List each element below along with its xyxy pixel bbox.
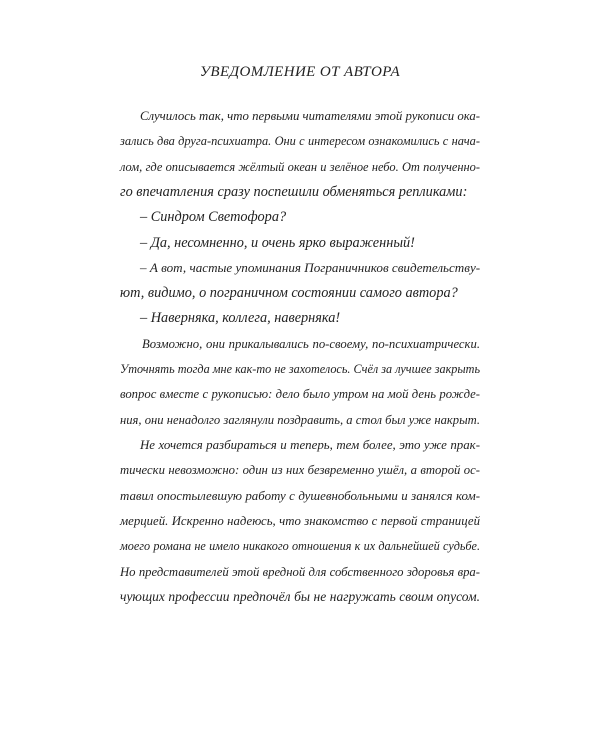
text-line-12: вопрос вместе с рукописью: дело было утром на мой день рожде- — [120, 387, 480, 401]
text-line-10: Возможно, они прикалывались по-своему, по-психиатрически. — [142, 337, 480, 351]
text-line-11: Уточнять тогда мне как-то не захотелось. Счёл за лучшее закрыть — [120, 362, 480, 376]
dialogue-line-3-cont: ют, видимо, о пограничном состоянии самого автора? — [120, 285, 458, 301]
text-line-15: тически невозможно: один из них безвременно ушёл, а второй ос- — [120, 463, 480, 477]
text-line-4: го впечатления сразу поспешили обменяться репликами: — [120, 184, 468, 200]
text-line-19: Но представителей этой вредной для собственного здоровья вра- — [120, 565, 480, 579]
text-line-16: тавил опостылевшую работу с душевнобольными и занялся ком- — [120, 489, 480, 503]
dialogue-line-1: – Синдром Светофора? — [140, 209, 287, 225]
text-line-18: моего романа не имело никакого отношения к их дальнейшей судьбе. — [120, 539, 480, 553]
page-title: УВЕДОМЛЕНИЕ ОТ АВТОРА — [199, 64, 401, 80]
dialogue-line-2: – Да, несомненно, и очень ярко выраженный! — [140, 235, 415, 251]
dialogue-line-4: – Наверняка, коллега, наверняка! — [140, 310, 341, 326]
text-line-1: Случилось так, что первыми читателями этой рукописи ока- — [140, 109, 481, 123]
text-line-3: лом, где описывается жёлтый океан и зелёное небо. От полученно- — [120, 160, 480, 174]
text-line-20: чующих профессии предпочёл бы не нагружать своим опусом. — [120, 589, 480, 604]
text-line-17: мерцией. Искренно надеюсь, что знакомство с первой страницей — [120, 514, 480, 528]
text-line-14: Не хочется разбираться и теперь, тем более, это уже прак- — [140, 438, 480, 452]
text-line-13: ния, они ненадолго заглянули поздравить, а стол был уже накрыт. — [120, 413, 480, 427]
dialogue-line-3: – А вот, частые упоминания Пограничников свидетельству- — [140, 260, 481, 275]
text-line-2: зались два друга-психиатра. Они с интересом ознакомились с нача- — [120, 134, 480, 148]
